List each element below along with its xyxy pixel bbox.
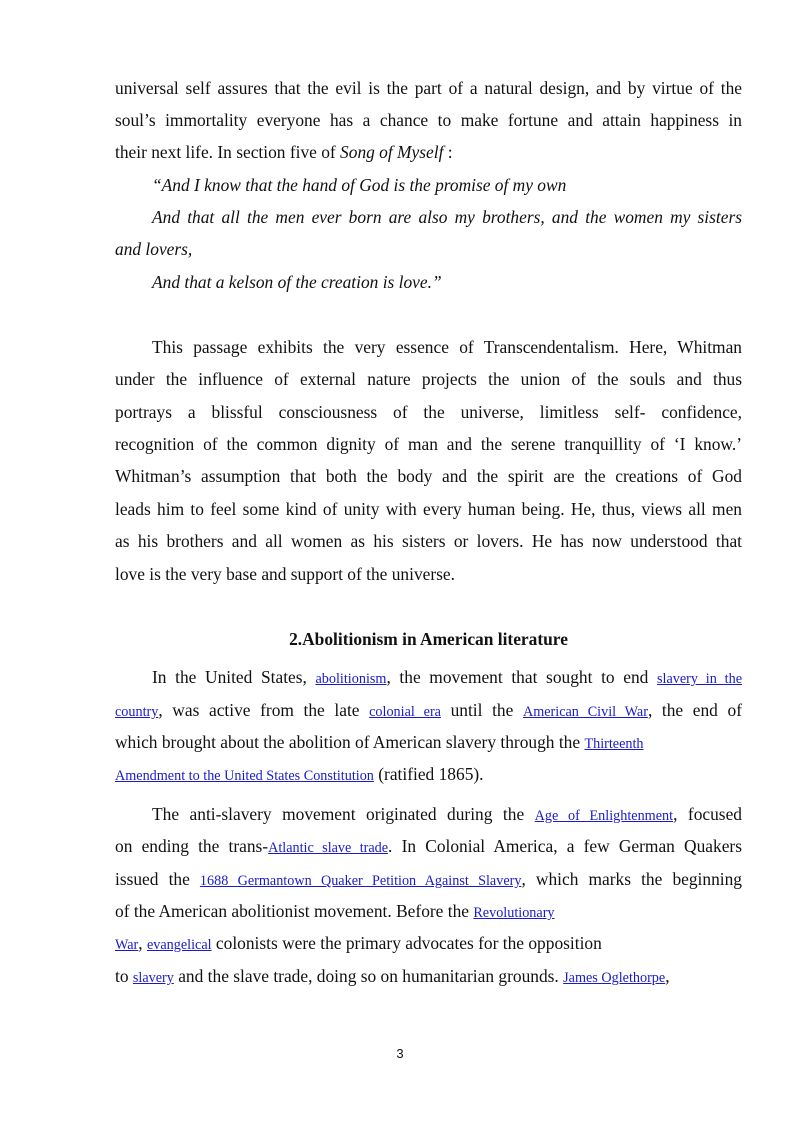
text-run: to — [115, 966, 133, 986]
text-run: which brought about the abolition of American slavery through the — [115, 732, 585, 752]
page-number: 3 — [396, 1046, 404, 1061]
link-slavery[interactable]: slavery — [132, 970, 174, 986]
poem-title: Song of Myself — [340, 142, 444, 162]
paragraph-line: soul’s immortality everyone has a chance to make fortune and attain happiness in — [115, 110, 742, 130]
paragraph-line — [115, 758, 484, 790]
link-evangelical[interactable]: evangelical — [146, 937, 212, 953]
paragraph-line: portrays a blissful consciousness of the universe, limitless self- confidence, — [115, 402, 742, 422]
paragraph-line: as his brothers and all women as his sisters or lovers. He has now understood that — [115, 531, 742, 551]
paragraph-line: Whitman’s assumption that both the body and the spirit are the creations of God — [115, 466, 742, 486]
text-run: their next life. In section five of — [115, 142, 341, 162]
text-run: In the United States, — [152, 667, 316, 687]
link-slavery-in-the-country[interactable]: slavery in the — [657, 671, 743, 687]
paragraph-line — [152, 798, 742, 830]
link-slavery-in-the-country[interactable]: country — [115, 704, 159, 720]
paragraph-line — [115, 863, 742, 895]
link-revolutionary-war[interactable]: Revolutionary — [473, 905, 555, 921]
paragraph-line — [115, 927, 602, 959]
quote-line: “And I know that the hand of God is the promise of my own — [152, 175, 567, 195]
paragraph-line — [115, 694, 742, 726]
paragraph-line — [152, 661, 742, 693]
quote-line: and lovers, — [115, 239, 193, 259]
text-run: (ratified 1865). — [373, 764, 484, 784]
link-james-oglethorpe[interactable]: James Oglethorpe — [563, 970, 666, 986]
text-run: , was active from the late — [158, 700, 370, 720]
text-run: . In Colonial America, a few German Quakers — [388, 836, 742, 856]
paragraph-line — [115, 960, 670, 992]
paragraph-line: recognition of the common dignity of man and the serene tranquillity of ‘I know.’ — [115, 434, 742, 454]
paragraph-line — [115, 895, 555, 927]
text-run: : — [443, 142, 453, 162]
link-thirteenth-amendment[interactable]: Amendment to the United States Constitution — [115, 768, 374, 784]
paragraph-line: love is the very base and support of the universe. — [115, 564, 455, 584]
paragraph-line: leads him to feel some kind of unity with every human being. He, thus, views all men — [115, 499, 742, 519]
paragraph-line: universal self assures that the evil is the part of a natural design, and by virtue of the — [115, 78, 742, 98]
link-atlantic-slave-trade[interactable]: Atlantic slave trade — [268, 840, 389, 856]
link-abolitionism[interactable]: abolitionism — [315, 671, 387, 687]
text-run: , which marks the beginning — [521, 869, 742, 889]
text-run: until the — [440, 700, 523, 720]
text-run: , — [665, 966, 670, 986]
quote-line: And that a kelson of the creation is love.” — [152, 272, 442, 292]
link-germantown-petition[interactable]: 1688 Germantown Quaker Petition Against Slavery — [199, 873, 522, 889]
text-run: , the end of — [647, 700, 742, 720]
text-run: on ending the trans- — [115, 836, 269, 856]
paragraph-line: under the influence of external nature projects the union of the souls and thus — [115, 369, 742, 389]
paragraph-line — [115, 136, 453, 168]
text-run: colonists were the primary advocates for the opposition — [211, 933, 602, 953]
link-revolutionary-war[interactable]: War — [115, 937, 139, 953]
link-colonial-era[interactable]: colonial era — [369, 704, 441, 720]
link-american-civil-war[interactable]: American Civil War — [522, 704, 648, 720]
text-run: and the slave trade, doing so on humanitarian grounds. — [173, 966, 564, 986]
paragraph-line — [115, 726, 644, 758]
text-run: , — [138, 933, 147, 953]
text-run: of the American abolitionist movement. Before the — [115, 901, 474, 921]
text-run: The anti-slavery movement originated during the — [152, 804, 535, 824]
quote-line: And that all the men ever born are also my brothers, and the women my sisters — [152, 207, 742, 227]
paragraph-line: This passage exhibits the very essence of Transcendentalism. Here, Whitman — [152, 337, 742, 357]
text-run: issued the — [115, 869, 200, 889]
link-age-of-enlightenment[interactable]: Age of Enlightenment — [534, 808, 674, 824]
text-run: , the movement that sought to end — [386, 667, 657, 687]
link-thirteenth-amendment[interactable]: Thirteenth — [584, 736, 644, 752]
paragraph-line — [115, 830, 742, 862]
text-run: , focused — [673, 804, 742, 824]
section-heading: 2.Abolitionism in American literature — [289, 629, 568, 649]
